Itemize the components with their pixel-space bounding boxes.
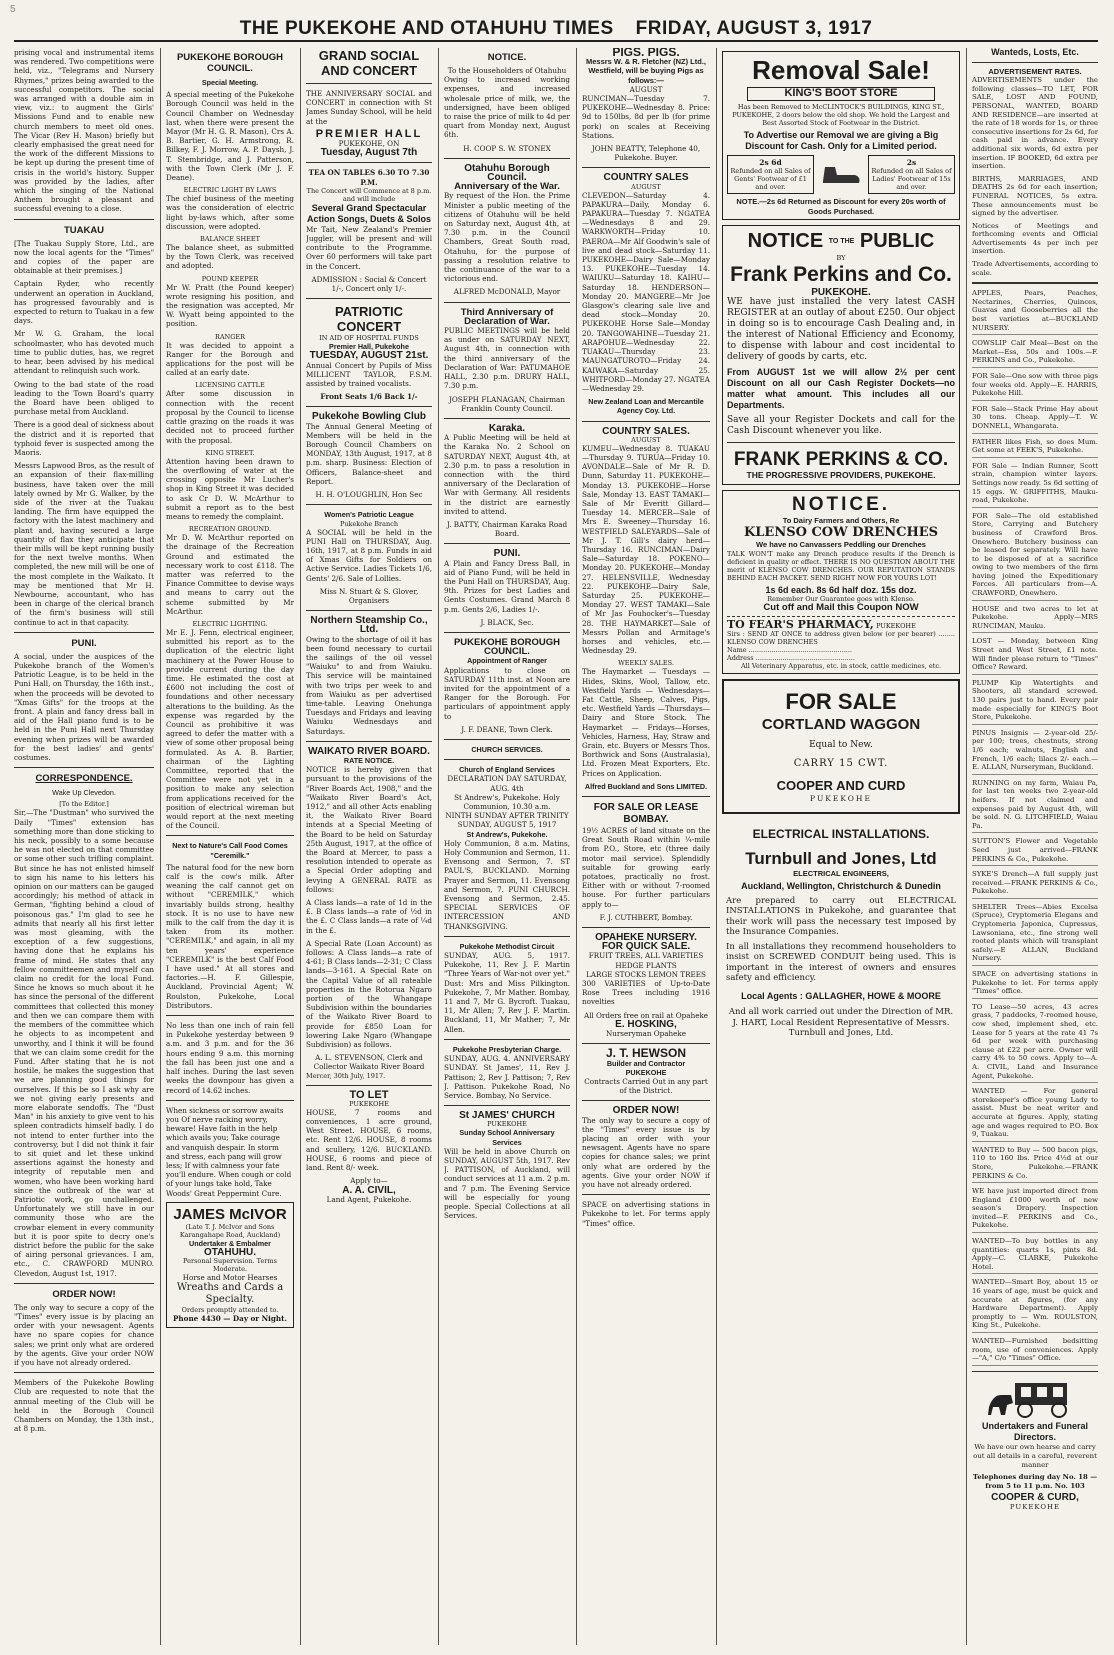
ad-text: Apply to— — [350, 1176, 388, 1186]
ad-text: CLEVEDON—Saturday 4. PAPAKURA—Daily, Monday 6. PAPAKURA—Tuesday 7. NGATEA—Wednesdays 8 and 29. WARKWORTH—Friday 10. PAEROA—Mr Alf Goodwin's sale of live and dead stock—Saturday 11. PUKEKOHE—Dairy Sale—Monday 13. PUKEKOHE—Tuesday 14. WAIUKU—Saturday 18. KAIHU—Saturday 18. HENDERSON—Monday 20. MANGERE—Mr Joe Glasgow's clearing sale live and dead stock—Monday 20. PUKEKOHE Horse Sale—Monday 20. TANGOWAHINE—Tuesday 21. ARAPOHUE—Wednesday 22. TUAKAU—Thursday 23. MAUNGATUROTO—Friday 24. KAIWAKA—Saturday 25. WHITFORD—Monday 27. NGATEA—Wednesday 29. — [582, 190, 710, 393]
classified-ad: TO Lease—50 acres, 43 acres grass, 7 paddocks, 7-roomed house, cow shed, implement shed, etc. Lease for 5 years at the rate 41 7s 6d per week with purchasing clause at £22 per acre. Owner will carry 4% to 50 cows. Apply to—A. A. CIVIL, Land and Insurance Agent, Pukekohe. — [972, 1003, 1098, 1083]
ad-text: Are prepared to carry out ELECTRICAL INSTALLATIONS in Pukekohe, and guarantee that their work will pass the necessary test imposed by the Insurance Companies. — [726, 895, 956, 938]
ad-title: Church of England Services — [459, 765, 555, 775]
ad-title: PATRIOTIC CONCERT — [334, 304, 404, 335]
headline: PUKEKOHE BOROUGH COUNCIL. — [176, 52, 284, 74]
article-text: No less than one inch of rain fell in Pukekohe yesterday between 9 a.m. and 3 p.m. and for the 36 hours ending 9 a.m. this morning the fall has been just one and a half inches. During the last seven weeks the downpour has given a record of 14.62 inches. — [166, 1021, 294, 1095]
ad-text: The Concert will Commence at 8 p.m. and will include — [306, 186, 432, 203]
ad-text: NINTH SUNDAY AFTER TRINITY — [445, 811, 569, 821]
article-text: Attention having been drawn to the overflowing of water at the crossing opposite Mr Lucher's shop in King Street it was decided to ask Cr D. W. McArthur to submit a report as to the best means to remedy the complaint. — [166, 456, 294, 521]
ad-text: All Orders free on rail at Opaheke — [583, 1010, 709, 1020]
classified-ad: SYKE'S Drench—A full supply just received.—FRANK PERKINS & Co., Pukekohe. — [972, 870, 1098, 899]
article-text: Captain Ryder, who recently underwent an operation in Auckland, has progressed favourably and is expected to return to Tuakau in a few days. — [14, 279, 154, 326]
column-rule — [716, 48, 717, 1645]
section-label: POUND KEEPER — [201, 274, 259, 283]
section-label: KING STREET. — [205, 448, 255, 457]
article-text: Owing to the bad state of the road leading to the Town Board's quarry the Board have been obliged to purchase metal from Auckland. — [14, 379, 154, 417]
ad-title: FRANK PERKINS & CO. — [733, 449, 949, 471]
ad-signature: A. L. STEVENSON, Clerk and Collector Waikato River Board — [313, 1053, 425, 1072]
boot-icon — [818, 155, 864, 195]
klenso-notice-ad — [722, 490, 960, 675]
classified-ad: FOR Sale—The old established Store, Carrying and Butchery business of Crawford Bros. Onewhero. Butchery business can be leased for separately. Will have to be disposed of at a sacrifice owing to two members of the firm having joined the Expeditionary Forces. All particulars from—A. CRAWFORD, Onewhero. — [972, 512, 1098, 601]
ad-text: Notices of Meetings and forthcoming events and Official Advertisements 4s per inch per insertion. — [972, 221, 1098, 256]
headline: CORRESPONDENCE. — [35, 773, 133, 785]
ad-text: ADVERTISEMENTS under the following classes—TO LET, FOR SALE, LOST AND FOUND, PERSONAL, WANTED, BOARD AND RESIDENCE—are inserted at the rate of 18 words for 1s, or three consecutive insertions for 2s 6d, for cash paid in advance. Every additional six words, 6d extra per insertion. IF BOOKED, 6d extra per insertion. — [972, 76, 1098, 171]
coupon-name-label: Name — [727, 646, 747, 655]
ad-text: 300 VARIETIES of Up-to-Date Rose Trees including 1916 novelties — [582, 979, 710, 1007]
ad-signature: New Zealand Loan and Mercantile Agency Coy. Ltd. — [588, 397, 704, 416]
ad-text: Refunded on all Sales of Ladies' Footwear of 15s and over. — [871, 167, 952, 191]
ad-phone: Telephones during day No. 18 — from 5 to 11 p.m. No. 103 — [972, 1473, 1098, 1490]
article-text: Mr E. J. Fenn, electrical engineer, submitted his report as to the duplication of the electric light machinery at the Power House to provide current during the day time. He estimated the cost at £600 not including the cost of foundations and other necessary alterations to the building. As the expense was regarded by the Council as prohibitive it was agreed to defer the matter with a view of some other proposal being formulated. As A. B. Bartier, chairman of the Lighting Committee, reported that the Committee were not yet in a position to make any selection from applications received for the position of electrical wireman but would report at the next meeting of the Council. — [166, 627, 294, 831]
section-label: BALANCE SHEET — [200, 235, 260, 244]
ad-text: TEA ON TABLES 6.30 TO 7.30 P.M. — [308, 168, 430, 187]
ad-phone: Phone 4430 — Day or Night. — [173, 1314, 287, 1324]
ad-title: WAIKATO RIVER BOARD. — [308, 745, 430, 757]
ad-title: Third Anniversary of Declaration of War. — [460, 306, 554, 327]
article-text: Sir,—The "Dustman" who survived the Daily "Times" extension has something more than done sticking to his neck, possibly to a some because he was not elected on that committee or some other such trifling complaint. But since he has not enlisted himself to sign his name to his letters his opinion on our matters can be gauged accordingly; his method of attack in German, "fighting behind a cloud of poisonous gas." I'm glad to see he admits that nearly all his first letter was most gleaming, with the exception of a few suggestions, having done that he explains his frame of mind. He states that any fellow committeemen and myself can claim no credit for the local Fund. Since he knows so much about it he has since the personal of the different committees that collected this money and then we can compare them with the members of the committee which he objects to as incompetent and unworthy, and I think it will be found that we can claim some credit for the Fund. After stating that he is not hostile, he makes the suggestion that we are planning good things for ourselves. If this be so I ask why are we not giving early presents and more elaborate sendoffs. The "Dust Man" in his anxiety to give vent to his spleen contradicts himself badly. I do not intend to enter further into the controversy, but I did not think it fair to sit quiet and let these unkind assertions against the honesty and integrity of reputable men and women, who have been working hard since the outbreak of the war at Patriotic work, go unchallenged. Unfortunately we still have in our community those who are the crowbar element in every community but it is poor spite to decry one's district before the public for the sake of airing personal grievances. I am, etc., C. CRAWFORD MUNRO. Clevedon, August 1st, 1917. — [14, 808, 154, 1278]
ad-subtitle: THE PROGRESSIVE PROVIDERS, PUKEKOHE. — [746, 470, 936, 481]
ad-title: PIGS. PIGS. — [612, 48, 680, 59]
ad-text: AUGUST — [631, 435, 661, 444]
ad-text: TO FEAR'S PHARMACY, — [727, 617, 874, 631]
masthead — [14, 14, 1098, 42]
headline: NOTICE. — [487, 52, 527, 63]
ad-text: ADMISSION : Social & Concert 1/-, Concert only 1/-. — [311, 274, 427, 294]
article-text: [The Tuakau Supply Store, Ltd., are now the local agents for the "Times" and copies of the paper are obtainable at their premises.] — [14, 238, 154, 276]
ad-title: Northern Steamship Co., Ltd. — [310, 615, 428, 636]
ad-text: Undertaker & Embalmer — [189, 1238, 271, 1248]
classified-ad: WE have just imported direct from England £1000 worth of new season's Drapery. Inspection invited—F. PERKINS and Co., Pukekohe. — [972, 1187, 1098, 1233]
perkins-notice-ad — [722, 225, 960, 485]
ad-text: SUNDAY, AUG. 4. ANNIVERSARY SUNDAY. St James', 11, Rev J. Pattison; 2, Rev J. Pattison; 7, Rev J. Pattison. Pukekohe Road, No Service. Bombay, No Service. — [444, 1054, 570, 1100]
coupon-address-line: Address ................................................ — [727, 654, 855, 663]
mcivor-ad — [166, 1202, 294, 1328]
article-text: After some discussion in connection with the recent proposal by the Council to license cattle grazing on the roads it was decided not to proceed further with the proposal. — [166, 389, 294, 445]
headline: TUAKAU — [63, 224, 105, 236]
column-rule — [576, 48, 577, 1645]
ad-text: Refunded on all Sales of Gents' Footwear of £1 and over. — [730, 167, 811, 191]
section-label: ELECTRIC LIGHT BY LAWS — [183, 186, 277, 195]
ad-title: St JAMES' CHURCH — [459, 1110, 555, 1122]
ad-text: To Advertise our Removal we are giving a Big Discount for Cash. Only for a Limited period. — [743, 129, 939, 151]
ad-title-part: PUBLIC — [859, 230, 935, 252]
column-5 — [582, 48, 710, 1645]
coupon-address-label: Address — [727, 654, 754, 663]
ad-text: A Class lands—a rate of 1d in the £. B Class lands—a rate of ½d in the £. C Class lands—a rate of ¼d in the £. — [306, 898, 432, 935]
ad-title: Pukekohe Presbyterian Charge. — [452, 1044, 562, 1054]
ad-title: Women's Patriotic League — [324, 510, 414, 520]
ad-text: CARRY 15 CWT. — [793, 757, 889, 769]
article-text: Mr W. Pratt (the Pound keeper) wrote resigning his position, and the resignation was accepted, Mr W. Wyatt being appointed to the position. — [166, 282, 294, 329]
store-name-box — [747, 87, 935, 101]
ad-text: From AUGUST 1st we will allow 2½ per cent Discount on all our Cash Register Dockets—no matter what amount. This includes all our Departments. — [727, 367, 955, 411]
ad-text: And all work carried out under the Direction of MR. J. HART, Local Resident Representative of Messrs. Turnbull and Jones, Ltd. — [728, 1007, 954, 1039]
ad-text: Equal to New. — [809, 740, 873, 751]
ad-signature: Miss N. Stuart & S. Glover, Organisers — [319, 586, 419, 605]
ad-text: SUNDAY, AUGUST 5, 1917 — [457, 820, 557, 830]
ad-signature: H. COOP S. W. STONEX — [463, 143, 551, 153]
classified-ad: FOR Sale — Indian Runner, Scott strain, champion winter layers. Settings now ready. 5s 6d setting of 15 eggs. W. GRIFFITHS, Mauku-road, Pukekohe. — [972, 462, 1098, 508]
ad-text: HOUSE, 7 rooms and conveniences, 1 acre ground, West Street. HOUSE, 6 rooms, etc. Rent 12/6. HOUSE, 8 rooms and scullery, 12/6. BUCKLAND. HOUSE, 6 rooms and piece of land. Rent 8/- week. — [306, 1107, 432, 1173]
ad-title: COUNTRY SALES. — [602, 425, 690, 437]
ad-title-part: TO THE — [828, 237, 855, 245]
ad-text: 2s 6d — [759, 157, 782, 167]
ad-signature: JOHN BEATTY, Telephone 40, Pukekohe. Buyer. — [591, 144, 701, 163]
article-text: prising vocal and instrumental items was rendered. Two competitions were held, viz., "Telegrams and Nursery Rhymes," prizes being awarded to the successful competitors. The social was arranged with a double aim in view, viz.: to augment the Girls' Missions Fund and to enable new church members to meet old ones. The Vicar (Rev H. Mason) briefly but clearly emphasised the great need for the work of the different Missions to be kept up during the present time of crisis in the world's history. Supper was provided by the ladies, after which the singing of the National Anthem brought a pleasant and successful evening to a close. — [14, 48, 154, 214]
ad-title — [727, 229, 955, 254]
ad-title: Pukekohe Bowling Club — [312, 411, 426, 423]
ad-text: Local Agents : GALLAGHER, HOWE & MOORE — [741, 990, 941, 1001]
headline: PUNI. — [71, 637, 97, 649]
coupon — [727, 617, 955, 663]
article-text: The balance sheet, as submitted by the Town Clerk, was received and adopted. — [166, 243, 294, 271]
ad-text: Several Grand Spectacular Action Songs, Duets & Solos — [306, 202, 431, 224]
ad-title: FOR SALE OR LEASE BOMBAY. — [593, 802, 699, 826]
column-2 — [166, 48, 294, 1645]
hearse-icon — [972, 1377, 1098, 1422]
ad-title: Pukekohe Methodist Circuit — [459, 941, 555, 951]
column-1 — [14, 48, 154, 1645]
ad-date: Mercer, 30th July, 1917. — [306, 1071, 386, 1080]
ad-text: BIRTHS, MARRIAGES, AND DEATHS 2s 6d for each insertion; FUNERAL NOTICES, 5s extra. These announcements must be signed by the advertiser. — [972, 174, 1098, 218]
ad-subtitle: ELECTRICAL ENGINEERS, — [793, 868, 889, 878]
column-rule — [300, 48, 301, 1645]
discount-box-gents — [727, 155, 814, 195]
ad-text: IN AID OF HOSPITAL FUNDS — [319, 334, 419, 343]
subheadline: Special Meeting. — [201, 78, 259, 87]
ad-text: PREMIER HALL — [315, 127, 423, 140]
classified-list — [972, 289, 1098, 1366]
article-text: Mr D. W. McArthur reported on the drainage of the Recreation Ground and estimated the necessary work to cost £118. The matter was referred to the Finance Committee to devise ways and means to carry out the scheme submitted by Mr McArthur. — [166, 533, 294, 616]
ad-title: TO LET — [349, 1088, 389, 1101]
ad-text: PUBLIC MEETINGS will be held as under on SATURDAY NEXT, August 4th, in connection with the third anniversary of the Declaration of War: PATUMAHOE HALL, 2.30 p.m. DRURY HALL, 7.30 p.m. — [444, 326, 570, 391]
ad-title: OPAHEKE NURSERY. — [595, 932, 697, 944]
ad-text: Owing to the shortage of oil it has been found necessary to curtail the sailings of the oil vessel "Waiuku" to and from Waiuku. This service will be maintained with two trips per week to and from Waiuku as per advertised time-table. Leaving Onehunga Tuesdays and Fridays and leaving Waiuku Wednesdays and Saturdays. — [306, 634, 432, 736]
ad-subtitle: FOR QUICK SALE. — [601, 941, 691, 953]
classified-ad: RUNNING on my farm, Waiau Pa, for last ten weeks two 2-year-old heifers. If not claimed and expenses paid by August 4th, will be sold. N. G. LITCHFIELD, Waiau Pa. — [972, 779, 1098, 834]
ad-text: Has been Removed to McCLINTOCK'S BUILDINGS, KING ST., PUKEKOHE, 2 doors below the old shop. We hold the Largest and Best Assorted Stock of Footwear in the District. — [732, 102, 950, 127]
ad-text: PUKEKOHE. — [811, 286, 871, 298]
article-text: Members of the Pukekohe Bowling Club are requested to note that the annual meeting of the Club will be held in the Borough Council Chambers on Monday, the 13th inst., at 8 p.m. — [14, 1378, 154, 1434]
ad-text: In all installations they recommend householders to insist on SCREWED CONDUIT being used. This is important in the interest of owners and ensures safety and efficiency. — [726, 941, 956, 984]
classified-ad: WANTED to Buy — 500 bacon pigs, 110 to 160 lbs. Price 4½d at our Store, Pukekohe.—FRANK PERKINS & Co. — [972, 1146, 1098, 1183]
ad-text: BY — [836, 253, 846, 262]
ad-title: J. T. HEWSON — [605, 1046, 686, 1061]
ad-text: Personal Supervision. Terms Moderate. — [183, 1257, 277, 1274]
page-mark: 5 — [10, 4, 16, 15]
column-6 — [722, 48, 960, 1645]
ad-text: Mr Tait, New Zealand's Premier Juggler, will be present and will contribute to the Programme. Over 60 performers will take part in the Concert. — [306, 224, 432, 271]
ad-price: 1s 6d each. 8s 6d half doz. 15s doz. — [765, 584, 917, 595]
ad-title: GRAND SOCIAL AND CONCERT — [318, 48, 420, 78]
electrical-ad — [722, 819, 960, 1045]
classified-ad: FATHER likes Fish, so does Mum. Get some at FEEK'S, Pukekohe. — [972, 438, 1098, 458]
ad-text: Nurseryman Opaheke — [605, 1029, 687, 1039]
section-title: CHURCH SERVICES. — [471, 745, 543, 754]
ad-text: A Public Meeting will be held at the Karaka No. 2 School on SATURDAY NEXT, August 4th, at 2.30 p.m. to pass a resolution in connection with the third anniversary of the Declaration of War with Germany. All residents in the district are earnestly invited to attend. — [444, 433, 570, 516]
ad-signature: ALFRED McDONALD, Mayor — [453, 287, 561, 297]
ad-title: COUNTRY SALES — [603, 172, 689, 184]
coupon-name-line: Name .................................................. — [727, 646, 852, 655]
ad-signature: J. F. DEANE, Town Clerk. — [461, 724, 553, 734]
section-label: ELECTRIC LIGHTING. — [192, 619, 268, 628]
newspaper-title: THE PUKEKOHE AND OTAHUHU TIMES — [239, 18, 614, 39]
discount-box-ladies — [868, 155, 955, 195]
ad-date: TUESDAY, AUGUST 21st. — [309, 350, 429, 362]
classified-ad: WANTED—Smart Boy, about 15 or 16 years of age, must be quick and accurate at figures, (for any Hardware Department). Apply promptly to — Wm. ROULSTON, King St., Pukekohe. — [972, 1278, 1098, 1333]
classified-ad: APPLES, Pears, Peaches, Nectarines, Cherries, Quinces, Guavas and Gooseberries all the best varieties at—BUCKLAND NURSERY. — [972, 289, 1098, 335]
article-text: It was decided to appoint a Ranger for the Borough and applications for the post will be called at an early date. — [166, 340, 294, 378]
article-text: The natural food for the new born calf is the cow's milk. After weaning the calf cannot get on without "CEREMILK," which invariably builds strong, healthy stock. It is no use to have new milk to the calf from the day it is taken from its mother. "CEREMILK," and again, in all my ten years' experience "CEREMILK" is the best Calf Food I have used." At all stores and factories.—H. F. Gillespie, Auckland, Provincial Agent; W. Roulston, Pukekohe, Local Distributors. — [166, 862, 294, 1010]
ad-title: ORDER NOW! — [612, 1105, 680, 1117]
ad-text: (Late T. J. McIvor and Sons Karangahape Road, Auckland) — [179, 1222, 281, 1239]
ad-text: PUKEKOHE — [1009, 1502, 1061, 1511]
ad-text: Land Agent, Pukekohe. — [326, 1194, 412, 1204]
ad-text: 19½ ACRES of land situate on the Great South Road within ¼-mile from P.O., Store, etc (three daily motor mail service). Splendidly suitable for growing early potatoes, practically no frost. Either with or without 7-roomed house. For further particulars apply to— — [582, 826, 710, 909]
classified-ad: LOST — Monday, between King Street and West Street, £1 note. Will finder please return to "Times" Office? Reward. — [972, 637, 1098, 674]
ad-title: ELECTRICAL INSTALLATIONS. — [752, 826, 930, 841]
classified-ad: SHELTER Trees—Abies Excelsa (Spruce), Cryptomeria Elegans and Cryptomeria Japonica, Cupressus, Lawsoniana, etc., fine strong well rooted plants which will transplant safely.—E ALLAN, Buckland Nursery. — [972, 903, 1098, 966]
ad-text: AUGUST — [629, 84, 663, 94]
ad-text: Trade Advertisements, according to scale. — [972, 260, 1098, 277]
ad-text: KUMEU—Wednesday 8. TUAKAU—Thursday 9. TURUA—Friday 10. AVONDALE—Sale of Mr R. D. Dunn, Saturday 11. PUKEKOHE—Monday 13. PUKEKOHE—Horse Sale, Monday 13. EAST TAMAKI—Sale of Mr Everitt Gillard—Tuesday 14. MERCER—Sale of Mrs E. Sweeney—Thursday 16. WESTFIELD SALEYARDS—Sale of Mr J. T. Gill's dairy herd—Thursday 16. RUNCIMAN—Dairy Sale—Saturday 18. POKENO—Monday 20. PUKEKOHE—Monday 27. HELENSVILLE, Wednesday 22. PUKEKOHE—Dairy Sale, Saturday 25. PUKEKOHE—Monday 27. WEST TAMAKI—Sale of Mr Jas Fouhocker's—Tuesday 28. THE HAYMARKET—Sale of Messrs Pollan and Armitage's horses and vehicles, etc.—Wednesday 29. — [582, 443, 710, 656]
ad-text: Messrs W. & R. Fletcher (NZ) Ltd., Westfield, will be buying Pigs as follows:— — [585, 57, 706, 85]
column-3 — [306, 48, 432, 1645]
ad-text: The Annual General Meeting of Members will be held in the Borough Council Chambers on MONDAY, 13th August, 1917, at 8 p.m. sharp. Business: Election of Officers, Balance-sheet and Report. — [306, 421, 432, 486]
ad-text: Pukekohe Branch — [339, 519, 399, 528]
subheadline: Wake Up Clevedon. — [52, 788, 116, 798]
ad-text: To Dairy Farmers and Others, Re — [782, 515, 900, 525]
ad-title: Karaka. — [488, 422, 526, 434]
ad-signature: H. H. O'LOUGHLIN, Hon Sec — [315, 490, 423, 500]
ad-title: Removal Sale! — [752, 55, 930, 85]
ad-text: A Plain and Fancy Dress Ball, in aid of Piano Fund, will be held in the Puni Hall on THURSDAY, Aug. 9th. Prizes for best Ladies and Gents Costumes. Grand March 8 p.m. Gents 2/6, Ladies 1/-. — [444, 558, 570, 614]
ad-subtitle: Appointment of Ranger — [467, 656, 547, 666]
ad-subtitle: KING'S BOOT STORE — [784, 87, 898, 99]
ad-title: Turnbull and Jones, Ltd — [745, 848, 937, 868]
ad-text: Annual Concert by Pupils of Miss MILLICENT TAYLOR, F.S.M. assisted by trained vocalists. — [306, 360, 432, 389]
column-7 — [972, 48, 1098, 1645]
article-text: A social, under the auspices of the Pukekohe branch of the Women's Patriotic League, is to be held in the Puni Hall, on Thursday, the 16th inst., when the proceeds will be devoted to "Xmas Gifts" for the troops at the front. A plain and fancy dress ball in aid of the Hall piano fund is to be held in the Puni Hall next Thursday evening when prizes will be awarded for the best ladies' and gents' costumes. — [14, 651, 154, 763]
article-text: The chief business of the meeting was the consideration of electric light by-laws which, after some discussion, were adopted. — [166, 194, 294, 231]
ad-title: FOR SALE — [785, 689, 897, 715]
ad-text: Save all your Register Dockets and call for the Cash Discount whenever you like. — [727, 415, 955, 437]
ad-subtitle: ADVERTISEMENT RATES. — [988, 66, 1082, 76]
section-label: LICENSING CATTLE — [195, 381, 265, 390]
classified-ad: PLUMP Kip Watertights and Shooters, all standard screwed. 130 pairs just to hand. Every pair made especially for KING'S Boot Store, Pukekohe. — [972, 679, 1098, 725]
ad-signature: F. J. CUTHBERT, Bombay. — [599, 912, 693, 922]
classified-ad: COWSLIP Calf Meal—Best on the Market—Ess, 50s and 100s.—F. PERKINS and Co., Pukekohe. — [972, 339, 1098, 368]
ad-text: PUKEKOHE, ON — [338, 139, 400, 149]
ad-signature: E. HOSKING, — [615, 1018, 677, 1030]
ad-subtitle: RATE NOTICE. — [343, 755, 395, 765]
ad-text: WE have just installed the very latest CASH REGISTER at an outlay of about £250. Our object in doing so is to encourage Cash Dealing and, in the interest of National Efficiency and Economy, to dispense with labour and cost incidental to delivery of goods by carts, etc. — [727, 297, 955, 363]
ad-text: Wreaths and Cards a Specialty. — [176, 1282, 284, 1306]
ad-signature: JOSEPH FLANAGAN, Chairman Franklin County Council. — [449, 394, 565, 413]
discount-boxes — [727, 155, 955, 195]
classified-ad: WANTED—Furnished bedsitting room, use of conveniences. Apply—"A," C/o "Times" Office. — [972, 1337, 1098, 1366]
ad-text: Premier Hall, Pukekohe — [329, 342, 409, 352]
ad-title: PUNI. — [493, 548, 521, 560]
ad-text: PUKEKOHE — [625, 1067, 667, 1077]
ad-text: All Veterinary Apparatus, etc. in stock, cattle medicines, etc. — [740, 662, 942, 671]
ad-title: Undertakers and Funeral Directors. — [981, 1421, 1089, 1443]
ad-text: Will be held in above Church on SUNDAY, AUGUST 5th, 1917. Rev J. PATTISON, of Auckland, will conduct services at 11 a.m. 2 p.m. and 7 p.m. The Evening Service will be especially for young people. Special Collections at all Services. — [444, 1146, 570, 1221]
ad-signature: COOPER & CURD, — [991, 1492, 1079, 1504]
ad-text: RUNCIMAN—Tuesday 7. PUKEKOHE—Wednesday 8. Price: 9d to 150lbs, 8d per lb (for prime pork) on scales at Receiving Stations. — [582, 94, 710, 140]
column-rule — [160, 48, 161, 1645]
ad-text: Contracts Carried Out in any part of the District. — [584, 1076, 708, 1096]
ad-text: Applications to close on SATURDAY 11th inst. at Noon are invited for the appointment of a Ranger for the Borough. For particulars of appointment apply to — [444, 665, 570, 721]
poem-text: When sickness or sorrow awaits you Of nerve racking worry, beware! Have faith in the help which avails you; Take courage and vanquish despair. In storm and stress, each pang will grow less; If with calmness your fate you'll endure. When cough or cold of your lungs take hold, Take Woods' Great Peppermint Cure. — [166, 1105, 292, 1198]
ad-subtitle: Sunday School Anniversary Services — [459, 1128, 555, 1147]
ad-text: PUKEKOHE — [876, 621, 916, 630]
ad-text: PUKEKOHE — [487, 1120, 527, 1129]
headline: ORDER NOW! — [52, 1288, 116, 1300]
ad-text: Front Seats 1/6 Back 1/- — [320, 392, 418, 402]
issue-date: FRIDAY, AUGUST 3, 1917 — [635, 18, 873, 39]
ad-title: PUKEKOHE BOROUGH COUNCIL. — [453, 636, 561, 658]
subheadline: To the Householders of Otahuhu — [447, 66, 567, 75]
ad-title: NOTICE. — [791, 493, 891, 515]
ad-text: Remember Our Guarantee goes with Klenso. — [767, 595, 915, 604]
classified-ad: PINUS Insignis — 2-year-old 25/- per 100; trees, chestnuts, strong 1/6 each; walnuts, English and French, 1/6 each; lilacs 2/- each.—E. ALLAN, Nurseryman, Buckland. — [972, 729, 1098, 775]
ad-text: St Andrew's, Pukekohe. Holy Communion, 10.30 a.m. — [454, 792, 560, 812]
waggon-sale-ad — [722, 679, 960, 814]
ad-text: FRUIT TREES, ALL VARIETIES HEDGE PLANTS — [588, 951, 704, 970]
column-rule — [438, 48, 439, 1645]
ad-text: The only way to secure a copy of the "Times" every issue is by placing an order with your newsagent. Agents have no spare copies for chance sales; we print only what are ordered by the agents. Give your order NOW if you have not already ordered. — [582, 1115, 710, 1189]
ad-text: Holy Communion, 8 a.m. Matins, Holy Communion and Sermon, 11. Evensong and Sermon, 7. ST PAUL'S, BUCKLAND. Morning Prayer and Sermon, 11. Evensong and Sermon, 7. PUNI CHURCH. Evensong and Sermon, 2.45. SPECIAL SERVICES OF INTERCESSION AND THANKSGIVING. — [444, 838, 570, 931]
removal-sale-ad — [722, 51, 960, 220]
ad-title-part: NOTICE — [747, 230, 824, 252]
headline: Next to Nature's Call Food Comes "Ceremilk." — [172, 841, 288, 860]
ad-text: LARGE STOCKS LEMON TREES — [586, 969, 706, 979]
section-label: RANGER — [214, 332, 246, 341]
ad-subtitle: St Andrew's, Pukekohe. — [466, 829, 548, 839]
ad-signature: COOPER AND CURD — [776, 778, 906, 794]
column-4 — [444, 48, 570, 1645]
ad-text: AUGUST — [631, 182, 661, 191]
ad-title: KLENSO COW DRENCHES — [743, 525, 939, 541]
article-text: Messrs Lapwood Bros, as the result of an expansion of their flax-milling business, have taken over the mill lately owned by Mr G. Walker, by the side of the river at the Tuakau landing. The firm have equipped the factory with the latest machinery and plant and, having secured a large quantity of flax they anticipate that their mills will be kept running busily for the next twelve months. When completed, the new mill will be one of the most complete in the Waikato. It may be mentioned that Mr H. Newbourne, accountant, who has been in charge of the clerical branch of the firm's business will still continue to act in that capacity. — [14, 461, 154, 627]
ad-text: SPACE on advertising stations in Pukekohe to let. For terms apply "Times" office. — [582, 1200, 710, 1228]
article-text: There is a good deal of sickness about the district and it is reported that typhoid fever is suspected among the Maoris. — [14, 420, 154, 457]
ad-text: OTAHUHU. — [203, 1246, 257, 1258]
byline: [To the Editor.] — [59, 800, 109, 809]
ad-text: TALK WON'T make any Drench produce results if the Drench is deficient in quality or effect. THERE IS NO QUESTION ABOUT THE merit of KLENSO COW DRENCHES. OUR REPUTATION STANDS BEHIND EACH PACKET. SEND RIGHT NOW FOR YOURS LOT! — [727, 549, 955, 582]
classified-ad: FOR Sale—Stack Prime Hay about 30 tons. Cheap. Apply—T. W. DONNELL, Whangarata. — [972, 405, 1098, 434]
ad-signature: Alfred Buckland and Sons LIMITED. — [584, 781, 708, 791]
ad-text: Owing to increased working expenses, and increased wholesale price of milk, we, the undersigned, have been obliged to raise the price of milk to 4d per quart from Monday next, August 6th. — [444, 75, 570, 140]
classified-ad: HOUSE and two acres to let at Pukekohe. Apply—MRS RUNCIMAN, Mauku. — [972, 605, 1098, 634]
ad-text: NOTICE is hereby given that pursuant to the provisions of the "River Boards Act, 1908," and the "Waikato River Board's Act, 1912," and all other Acts enabling it, the Waikato River Board intends at a Special Meeting of the Board to be held on Saturday 25th August, 1917, at the office of the Board at Mercer, to pass a resolution intended to operate as a Special Order adopting and levying A GENERAL RATE as follows: — [306, 765, 432, 894]
ad-title: Frank Perkins and Co. — [730, 262, 952, 286]
ad-text: DECLARATION DAY SATURDAY, AUG. 4th — [447, 774, 567, 793]
ad-signature: A. A. CIVIL, — [342, 1184, 396, 1196]
ad-text: A Special Rate (Loan Account) as follows: A Class lands—a rate of 4-61; B Class lands—2-31; C Class lands—3-161. A Special Rate on the Capital Value of all rateable properties in the Rotorua Ngaro portion of the Whangape Subdivision within the boundaries of the Waikato River Board to provide for £850 Loan for lowering Lake Ngaro (Whangape Subdivision) as follows. — [306, 938, 432, 1050]
ad-text: Auckland, Wellington, Christchurch & Dunedin — [741, 881, 941, 892]
ad-text: The Haymarket — Tuesdays — Hides, Skins, Wool, Tallow, etc. Westfield Yards — Wednesdays—Fat Cattle, Sheep, Calves, Pigs, etc. Westfield Yards —Thursdays—Dairy and Store Stock. The Haymarket — Fridays—Horses, Vehicles, Harness, Hay, Straw and Grain, etc. Buyers or Messrs Thos. Borthwick and Sons (Australasia), Ltd. Frozen Meat Exporters, Etc. Prices on Application. — [582, 667, 710, 778]
ad-text: WEEKLY SALES. — [618, 659, 674, 668]
ad-signature: J. BLACK, Sec. — [480, 617, 534, 627]
ad-text: Orders promptly attended to. — [181, 1306, 279, 1315]
ad-text: NOTE.—2s 6d Returned as Discount for every 20s worth of Goods Purchased. — [736, 197, 946, 216]
ad-subtitle: Anniversary of the War. — [454, 181, 560, 193]
ad-subtitle: CORTLAND WAGGON — [761, 716, 921, 734]
ad-text: Sirs : SEND AT ONCE to address given below (or per bearer) ........ KLENSO COW DRENCHES — [727, 630, 955, 647]
section-title: Wanteds, Losts, Etc. — [991, 48, 1079, 57]
ad-text: Cut off and Mail this Coupon NOW — [763, 602, 919, 614]
ad-signature: J. BATTY, Chairman Karaka Road Board. — [446, 519, 568, 539]
ad-text: THE ANNIVERSARY SOCIAL and CONCERT in connection with St James Sunday School, will be held at the — [306, 89, 432, 126]
ad-text: By request of the Hon. the Prime Minister a public meeting of the citizens of Otahuhu will be held on Saturday next, August 4th, at 7.30 p.m. in the Council Chambers, Great South road, Otahuhu, for the purpose of passing a resolution relative to the continuance of the war to a victorious end. — [444, 191, 570, 284]
article-text: Mr W. G. Graham, the local schoolmaster, who has devoted much time to public duties, has, we regret to hear, been advised by his medical attendant to relinquish such work. — [14, 329, 154, 376]
ad-text: Horse and Motor Hearses — [182, 1273, 278, 1283]
ad-text: PUKEKOHE — [349, 1099, 389, 1108]
ad-text: 2s — [906, 157, 917, 167]
column-rule — [966, 48, 967, 1645]
ad-text: We have our own hearse and carry out all details in a careful, reverent manner — [973, 1443, 1097, 1469]
article-text: A special meeting of the Pukekohe Borough Council was held in the Council Chamber on Wednesday last, when there were present the Mayor (Mr H. G. R. Mason), Crs A. B. Bartier, G. H. Armstrong, R. Bilkey, F. J. Morrow, A. P. Daysh, J. T. Stembridge, and J. Patterson, with the Town Clerk (Mr J. F. Deane). — [166, 90, 294, 183]
classified-ad: SUTTON'S Flower and Vegetable Seed just arrived—FRANK PERKINS & Co., Pukekohe. — [972, 837, 1098, 866]
classified-ad: FOR Sale—One sow with three pigs four weeks old. Apply—E. HARRIS, Pukekohe Hill. — [972, 372, 1098, 401]
ad-text: SUNDAY, AUG. 5, 1917. Pukekohe, 11, Rev J. F. Martin "Three Years of War-not over yet." Dust: Mrs and Miss Pilkington. Pukekohe, 7, Mr Mather. Bombay, 11 and 7, Mr G. Bycroft. Tuakau, 11, Mr Allen; 7, Rev J. F. Martin. Buckland, 11, Mr Mather; 7, Mr Allen. — [444, 951, 570, 1034]
ad-text: We have no Canvassers Peddling our Drenches — [756, 540, 926, 550]
ad-text: PUKEKOHE — [810, 794, 872, 804]
ad-date: Tuesday, August 7th — [320, 147, 418, 159]
ad-subtitle: Builder and Contractor — [606, 1058, 686, 1068]
article-text: The only way to secure a copy of the "Times" every issue is by placing an order with your newsagent. Agents have no spare copies for chance sales; we print only what are ordered by the agents. Give your order NOW if you have not already ordered. — [14, 1302, 154, 1367]
classified-ad: WANTED — For general storekeeper's office young Lady to assist. Must be neat writer and accurate at figures. Apply, stating age and wages required to P.O. Box 9, Tuakau. — [972, 1087, 1098, 1142]
ad-text: A SOCIAL will be held in the PUNI Hall on THURSDAY, Aug. 16th, 1917, at 8 p.m. Funds in aid of Xmas Gifts for Soldiers on Active Service. Ladies Tickets 1/6, Gents' 2/6. Sale of Lollies. — [306, 527, 432, 583]
classified-ad: SPACE on advertising stations in Pukekohe to let. For terms apply "Times" office. — [972, 970, 1098, 999]
ad-title: Otahuhu Borough Council. — [464, 162, 550, 184]
ad-title: JAMES McIVOR — [173, 1205, 287, 1223]
section-label: RECREATION GROUND. — [188, 525, 272, 534]
classified-ad: WANTED—To buy bottles in any quantities: quarts 1s, pints 8d. Apply—C. CLARKE, Pukekohe Hotel. — [972, 1237, 1098, 1274]
